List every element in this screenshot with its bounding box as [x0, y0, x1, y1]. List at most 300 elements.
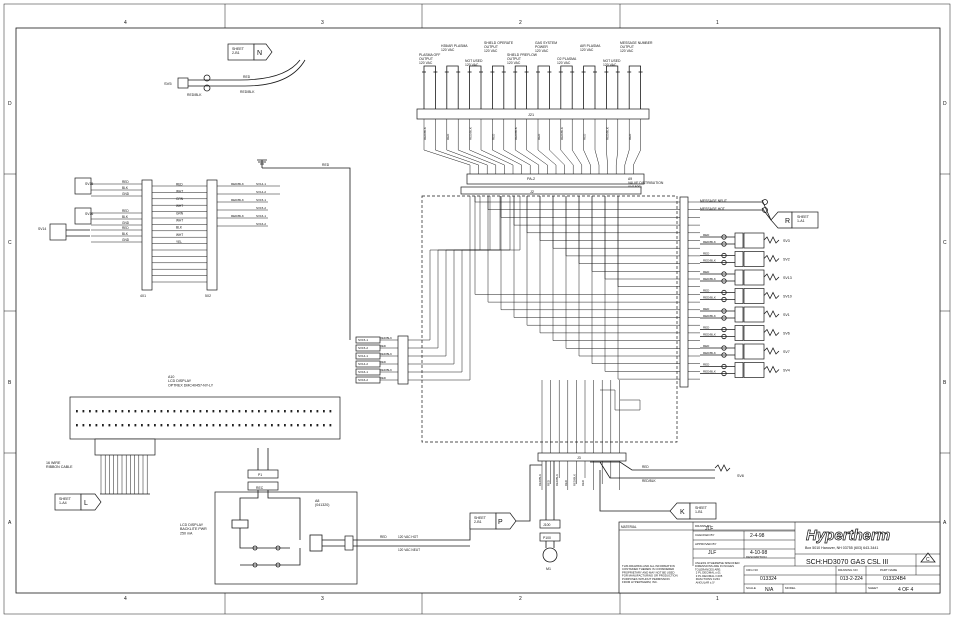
valve-label: SV13	[783, 276, 792, 280]
lcd-char-cell	[330, 410, 332, 412]
sv-wire-label: SV14-2	[256, 190, 267, 194]
valve-coil	[764, 367, 779, 373]
left-wire-label: RED	[122, 209, 129, 213]
sheet-ref-r	[762, 200, 818, 228]
valve-redblk-label: RED/BLK	[703, 277, 716, 281]
lcd-char-cell	[167, 410, 169, 412]
left-wire-label: GND	[122, 192, 130, 196]
j21-pair-bracket	[584, 66, 595, 72]
sv14-label: SV14	[38, 227, 47, 231]
backlite-board	[215, 492, 357, 584]
harness-wire-label: BLK	[176, 225, 183, 230]
lcd-char-cell	[245, 424, 247, 426]
valve-body	[744, 326, 764, 341]
mid-bottom-label: SV16-1	[358, 370, 369, 375]
tb-drawn-by: JLF	[705, 526, 714, 532]
lcd-char-cell	[278, 410, 280, 412]
a9-trace	[488, 196, 680, 302]
left-wire-label: BLK	[122, 215, 129, 219]
valve-body	[744, 289, 764, 304]
a9-trace	[579, 196, 680, 356]
lcd-char-cell	[304, 410, 306, 412]
m1-wire	[546, 461, 554, 520]
valve-red-label: RED	[703, 270, 710, 274]
j21-wires	[423, 119, 641, 174]
j21-wire	[458, 119, 496, 174]
j3-wire-label: RED/BLK	[572, 474, 577, 486]
output-not-used-1: NOT USED 120 VAC	[465, 59, 483, 67]
valve-body	[744, 233, 764, 248]
lcd-char-cell	[96, 410, 98, 412]
output-shield-preflow: SHIELD PREFLOW OUTPUT 120 VAC	[507, 53, 537, 65]
sheet-ref-k-label: SHEET 1-B1	[695, 506, 707, 515]
j21-wire	[515, 119, 539, 174]
lcd-char-cell	[297, 410, 299, 412]
a9-trace	[553, 196, 680, 341]
lcd-char-cell	[258, 424, 260, 426]
row-label-b-right: B	[943, 380, 947, 386]
col-label-1-bottom: 1	[716, 596, 719, 602]
message-hot-label: MESSAGE HOT	[700, 207, 725, 211]
row-label-d: D	[8, 101, 12, 107]
sheet-ref-r-letter: R	[785, 218, 791, 225]
valve-plug	[735, 252, 743, 267]
j3-wire-label: RED	[563, 480, 568, 486]
p-ref-wire	[516, 465, 542, 521]
lcd-char-cell	[304, 424, 306, 426]
j5x2-connector	[207, 180, 217, 290]
lcd-char-cell	[226, 424, 228, 426]
sheet-ref-l-label: SHEET 1-A4	[59, 497, 71, 506]
row-label-d-right: D	[943, 101, 947, 107]
lcd-char-cell	[115, 424, 117, 426]
a9-title: A9 VALVE DISTRIBUTION	[628, 177, 664, 185]
mid-bottom-trace	[408, 196, 490, 356]
harness-wire-label: GRN	[176, 196, 184, 201]
a9-trace	[514, 196, 680, 318]
j21-wire-label: RED	[491, 133, 496, 140]
j21-pins	[422, 66, 643, 109]
col-label-2: 2	[519, 20, 522, 26]
tb-checked-label: CHECKED BY	[695, 533, 715, 537]
lcd-char-cell	[167, 424, 169, 426]
a8-label: A8 (041320)	[315, 499, 330, 508]
lcd-char-cell	[154, 410, 156, 412]
a9-trace	[605, 196, 680, 279]
ribbon-label: 16 WIRE RIBBON CABLE	[46, 461, 73, 470]
a9-trace	[527, 196, 680, 325]
output-message-number: MESSAGE NUMBER OUTPUT 120 VAC	[620, 41, 653, 53]
tb-approved-label: APPROVED BY	[695, 542, 717, 546]
lcd-char-cell	[284, 410, 286, 412]
sv-wire-label: SV15-2	[256, 206, 267, 210]
output-o2-plasma: O2 PLASMA 120 VAC	[557, 57, 577, 65]
mid-bottom-color: RED	[380, 360, 386, 364]
col-label-3: 3	[321, 20, 324, 26]
tb-drawn-date: 2-4-98	[750, 533, 765, 539]
lcd-char-cell	[89, 410, 91, 412]
sheet-ref-p-letter: P	[498, 519, 503, 526]
sheet-ref-k-letter: K	[680, 509, 685, 516]
tb-partname-label: PART NAME	[880, 568, 898, 572]
lcd-char-cell	[252, 424, 254, 426]
lcd-ribbon-header	[95, 439, 155, 455]
lcd-char-cell	[239, 424, 241, 426]
valve-redblk-label: RED/BLK	[703, 369, 716, 374]
lcd-char-cell	[291, 424, 293, 426]
j21-wire	[584, 119, 591, 174]
lcd-char-cell	[232, 424, 234, 426]
valve-coil	[764, 330, 779, 336]
valve-redblk-label: RED/BLK	[703, 258, 716, 263]
harness-wire-label: GRN	[176, 211, 184, 216]
mid-bottom-trace	[408, 196, 510, 372]
m1-label: M1	[546, 567, 551, 571]
mid-bottom-label: SV14-1	[358, 354, 369, 359]
lcd-char-cell	[115, 410, 117, 412]
ribbon-cable	[100, 455, 150, 494]
valve-coil	[764, 256, 779, 262]
a9-right-connector	[680, 197, 688, 387]
j21-wire-label: RED/BLK	[559, 127, 564, 140]
j21-wire	[616, 119, 618, 174]
lcd-char-cell	[76, 410, 78, 412]
harness-wire-label: WHT	[176, 189, 184, 194]
sv5-label: SV5	[164, 81, 172, 86]
valve-coil	[764, 311, 779, 317]
valve-red-label: RED	[703, 344, 710, 348]
lcd-char-cell	[252, 410, 254, 412]
valve-red-label: RED	[703, 251, 710, 256]
lcd-char-cell	[219, 410, 221, 412]
lcd-char-cell	[310, 410, 312, 412]
mid-bottom-color: RED/BLK	[380, 336, 392, 340]
a9-trace	[540, 196, 680, 241]
lcd-char-cell	[206, 410, 208, 412]
valve-plug	[735, 326, 743, 341]
mid-bottom-label: SV14-2	[358, 362, 369, 367]
lcd-char-cell	[213, 410, 215, 412]
mid-bottom-color: RED	[380, 376, 386, 380]
left-wire-label: GND	[122, 221, 130, 225]
j21-wire-label: RED/BLK	[514, 127, 519, 140]
lcd-char-cell	[271, 424, 273, 426]
lcd-char-cell	[96, 424, 98, 426]
sheet-ref-l-letter: L	[84, 500, 88, 507]
ground-symbol	[257, 160, 267, 168]
j21-wire-label: RED/BLK	[423, 127, 427, 140]
tb-address: Box 5010 Hanover, NH 03755 (603) 643-3441	[805, 546, 879, 550]
tb-description: SCH:HD3070 GAS CSL III	[806, 559, 889, 566]
j21-pair-bracket	[561, 66, 572, 72]
output-h35-plasma: H35/AR PLASMA 120 VAC	[441, 44, 468, 52]
j2-label: J2	[530, 190, 535, 194]
j21-wire	[595, 119, 599, 174]
a9-trace	[540, 196, 680, 333]
pa2-connector	[467, 174, 644, 184]
mid-wires	[217, 182, 280, 226]
valve-plug	[735, 270, 743, 285]
lcd-char-cell	[148, 410, 150, 412]
sv14-box	[50, 224, 66, 240]
mid-bottom-trace	[408, 196, 470, 340]
j3-label: J3	[577, 456, 581, 460]
j4x1-label: 4X1	[140, 294, 147, 298]
tb-approved-by: JLF	[708, 550, 717, 556]
output-shield-operate: SHIELD OPERATE OUTPUT 120 VAC	[484, 41, 514, 53]
valve-body	[744, 252, 764, 267]
j21-pair-bracket	[538, 66, 549, 72]
tb-drawn-label: DRAWN BY	[695, 524, 712, 528]
output-plasma-off: PLASMA OFF OUTPUT 120 VAC	[419, 53, 441, 65]
lcd-char-cell	[271, 410, 273, 412]
lcd-char-cell	[206, 424, 208, 426]
j100-label: J100	[543, 523, 551, 527]
j21-pair-bracket	[447, 66, 458, 72]
sv-pair-label: RED/BLK	[231, 198, 244, 202]
a9-right-lines	[475, 196, 768, 379]
lcd-char-cell	[330, 424, 332, 426]
tb-drawing: 013-2-224	[840, 576, 863, 582]
lcd-char-cell	[102, 424, 104, 426]
j21-wire	[633, 119, 640, 174]
lcd-char-cell	[135, 410, 137, 412]
lcd-char-cell	[141, 424, 143, 426]
j21-wire-label: RED	[628, 133, 633, 140]
lcd-char-cell	[109, 424, 111, 426]
lcd-char-cell	[323, 410, 325, 412]
tb-notes: UNLESS OTHERWISE SPECIFIED: DIMENSIONS ARE IN INCHES TOLERANCES ARE: 2 PL DECIMAL ±.01 3 PL DECIMAL ±.005 FRACTIONS ±1/64 ANGULAR ±.5°	[695, 561, 741, 585]
lcd-char-cell	[278, 424, 280, 426]
vac-hot-label: 120 VAC HOT	[398, 535, 419, 539]
sv8-solenoid	[590, 462, 744, 483]
sv5-red: RED	[243, 75, 251, 79]
lcd-char-cell	[219, 424, 221, 426]
lcd-char-cell	[128, 424, 130, 426]
tb-material-label: MATERIAL	[621, 525, 637, 529]
col-label-2-bottom: 2	[519, 596, 522, 602]
j21-wire-label: RED	[445, 133, 450, 140]
output-gas-power: GAS SYSTEM POWER 120 VAC	[535, 41, 558, 53]
tb-model-label: MODEL	[785, 586, 796, 590]
left-wire-label: BLK	[122, 186, 129, 190]
message-neut-label: MESSAGE NEUT	[700, 199, 727, 203]
sv5-redblk: RED/BLK	[240, 90, 255, 94]
valve-label: SV1	[783, 313, 790, 317]
sv14-wire	[66, 230, 90, 236]
sheet-ref-l	[55, 494, 101, 510]
output-not-used-2: NOT USED 120 VAC	[603, 59, 621, 67]
lcd-char-cell	[154, 424, 156, 426]
row-markers	[4, 101, 950, 526]
harness-wire-label: RED	[176, 182, 183, 187]
valve-label: SV10	[783, 294, 792, 299]
col-label-3-bottom: 3	[321, 596, 324, 602]
lcd-char-cell	[317, 410, 319, 412]
sheet-ref-k	[600, 470, 716, 519]
valve-coil	[764, 348, 779, 354]
lcd-char-cell	[265, 424, 267, 426]
lcd-char-cell	[89, 424, 91, 426]
a9-trace	[618, 196, 680, 379]
lcd-char-cell	[174, 410, 176, 412]
a9-local-trace	[600, 390, 640, 410]
lcd-char-cell	[187, 410, 189, 412]
a9-trace	[514, 196, 680, 225]
j21-label: J21	[528, 113, 535, 117]
harness-wire-label: YEL	[176, 240, 183, 245]
lcd-char-cell	[310, 424, 312, 426]
j3-wire-label: RED/BLK	[538, 474, 542, 486]
valve-coil	[764, 293, 779, 299]
valve-plug	[735, 344, 743, 359]
backlite-red: RED	[380, 535, 387, 539]
lcd-char-cell	[174, 424, 176, 426]
a9-trace	[566, 196, 680, 256]
output-air-plasma: AIR PLASMA 120 VAC	[580, 44, 601, 52]
tb-crg: 013324	[760, 576, 777, 582]
sv5-solenoid	[164, 60, 305, 97]
lcd-char-cell	[180, 410, 182, 412]
left-wire-label: RED	[122, 226, 129, 230]
a9-trace	[579, 196, 680, 264]
sv-pair-label: RED/BLK	[231, 214, 244, 218]
valve-body	[744, 363, 764, 378]
valve-redblk-label: RED/BLK	[703, 240, 716, 244]
sv-wire-label: SV14-1	[256, 182, 267, 186]
sv-wire-label: SV15-1	[256, 198, 267, 202]
j2-connector	[461, 187, 641, 194]
j21-pair-bracket	[492, 66, 503, 72]
hypertherm-logo: Hypertherm	[806, 527, 891, 544]
mid-bottom-color: RED/BLK	[380, 368, 392, 372]
j3-wire-label: RED	[581, 480, 585, 486]
valve-red-label: RED	[703, 362, 710, 367]
a9-trace	[527, 196, 680, 233]
valve-red-label: RED	[703, 307, 710, 311]
lcd-char-cell	[297, 424, 299, 426]
tb-scale: N/A	[765, 587, 774, 593]
mid-bottom-label: SV15-1	[358, 338, 369, 343]
valve-plug	[735, 307, 743, 322]
lcd-char-cell	[76, 424, 78, 426]
lcd-char-cell	[193, 410, 195, 412]
valve-redblk-label: RED/BLK	[703, 332, 716, 337]
tb-proprietary: THIS DRAWING AND ALL INFORMATION CONTAINED THEREIN IS CONSIDERED PROPRIETARY AND MAY NOT BE USED FOR MANUFACTURING OR PRODUCTION PURPOSES WITHOUT PERMISSION FROM HYPERTHERM, INC.	[622, 564, 678, 585]
lcd-char-cell	[245, 410, 247, 412]
j21-wire	[538, 119, 556, 174]
sv16-label: SV16	[85, 212, 94, 216]
j5x2-label: 5X2	[205, 294, 212, 298]
lcd-char-cell	[83, 410, 85, 412]
lcd-char-cell	[135, 424, 137, 426]
valve-body	[744, 307, 764, 322]
row-label-a: A	[8, 520, 12, 526]
valve-label: SV2	[783, 257, 790, 262]
lcd-char-cell	[148, 424, 150, 426]
rec-label: REC	[256, 486, 264, 490]
sv-group-left	[38, 178, 93, 240]
left-wires	[66, 180, 214, 284]
valve-coil	[764, 274, 779, 280]
sv15-label: SV15	[85, 182, 94, 186]
lcd-char-cell	[323, 424, 325, 426]
a9-trace	[475, 196, 680, 294]
left-wire-label: GND	[122, 238, 130, 242]
a9-trace	[501, 196, 680, 217]
tb-desc-label: DESCRIPTION	[746, 555, 767, 559]
valve-redblk-label: RED/BLK	[703, 351, 716, 355]
valve-red-label: RED	[703, 288, 710, 293]
valve-label: SV6	[783, 331, 790, 336]
valve-red-label: RED	[703, 325, 710, 330]
sv5-wire-label: RED/BLK	[187, 93, 202, 97]
col-label-1: 1	[716, 20, 719, 26]
valve-coil	[764, 237, 779, 243]
valve-label: SV4	[783, 368, 790, 373]
valve-plug	[735, 233, 743, 248]
left-wire-label: RED	[122, 180, 129, 184]
j21-wire-label: RED	[582, 133, 587, 140]
sheet-ref-p-label: SHEET 2-B1	[474, 516, 486, 525]
harness-wire-label: WHT	[176, 218, 184, 223]
valve-body	[744, 344, 764, 359]
j3-wires	[516, 380, 640, 521]
tb-sheet: 4 OF 4	[898, 587, 914, 593]
p1-connector	[248, 470, 278, 478]
j21-wire-label: RED	[537, 133, 541, 140]
lcd-char-cell	[200, 424, 202, 426]
lcd-char-cell	[122, 424, 124, 426]
tb-approved-date: 4-10-98	[750, 550, 768, 556]
lcd-title: A10 LCD DISPLAY OPTREX DMC40457-NY-LY	[168, 375, 214, 388]
lcd-char-cell	[291, 410, 293, 412]
mid-bottom-color: RED/BLK	[380, 352, 392, 356]
valve-red-label: RED	[703, 233, 710, 237]
lcd-char-cell	[193, 424, 195, 426]
valve-label: SV3	[783, 239, 790, 243]
lcd-char-cell	[161, 424, 163, 426]
row-label-b: B	[8, 380, 12, 386]
lcd-char-cell	[317, 424, 319, 426]
harness-wire-label: WHT	[176, 204, 184, 209]
sv-wire-end	[268, 186, 280, 194]
valve-redblk-label: RED/BLK	[703, 314, 716, 318]
j21-pair-bracket	[515, 66, 526, 72]
a9-trace	[501, 196, 680, 310]
j3-connector	[538, 453, 626, 461]
mid-bottom-trace	[408, 196, 480, 348]
lcd-char-cell	[141, 410, 143, 412]
sv-pair-label: RED/BLK	[231, 182, 244, 186]
j21-wire-label: RED/BLK	[605, 127, 610, 140]
lcd-char-cell	[265, 410, 267, 412]
lcd-char-cell	[284, 424, 286, 426]
lcd-char-cell	[128, 410, 130, 412]
tb-drawing-label: DRAWING NO	[838, 568, 858, 572]
a9-trace	[605, 196, 680, 371]
valve-plug	[735, 363, 743, 378]
valve-redblk-label: RED/BLK	[703, 295, 716, 300]
a9-trace	[488, 196, 680, 210]
lcd-char-cell	[122, 410, 124, 412]
lcd-char-cell	[258, 410, 260, 412]
lcd-char-cell	[83, 424, 85, 426]
j21-pair-bracket	[629, 66, 640, 72]
sheet-ref-n-label: SHEET 2-B1	[232, 47, 244, 56]
sheet-ref-n	[228, 44, 272, 60]
mid-bottom-connector	[398, 336, 408, 384]
